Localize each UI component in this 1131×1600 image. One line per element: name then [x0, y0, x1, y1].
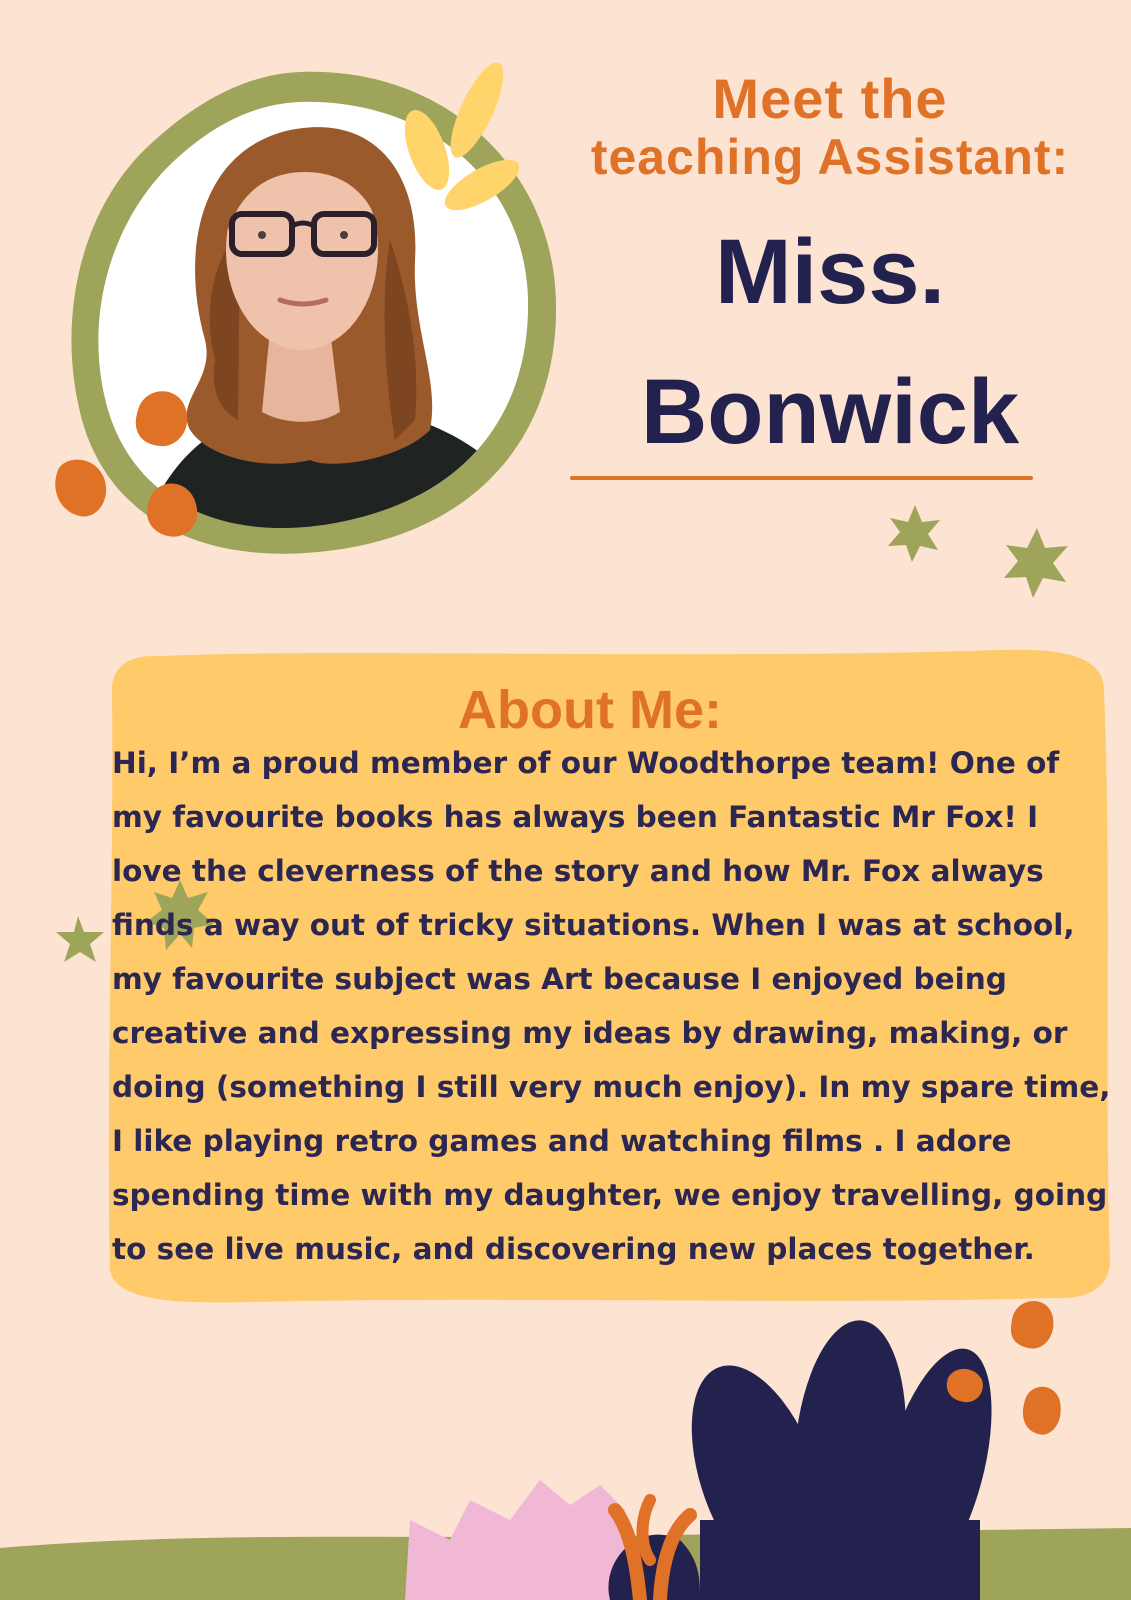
name-last: Bonwick — [640, 361, 1020, 463]
about-body: Hi, I’m a proud member of our Woodthorpe team! One of my favourite books has always been Fantastic Mr Fox! I love the cleverness of the story and how Mr. Fox always finds a way out of tricky situations. When I was at school, my favourite subject was Art because I enjoyed being creative and expressing my ideas by drawing, making, or doing (something I still very much enjoy). In my spare time, I like playing retro games and watching films . I adore spending time with my daughter, we enjoy travelling, going to see live music, and discovering new places together. — [112, 746, 1111, 1266]
heading-line-1: Meet the — [712, 67, 948, 130]
name-first: Miss. — [714, 221, 946, 323]
about-title: About Me: — [458, 680, 722, 740]
heading-line-2: teaching Assistant: — [590, 129, 1070, 185]
